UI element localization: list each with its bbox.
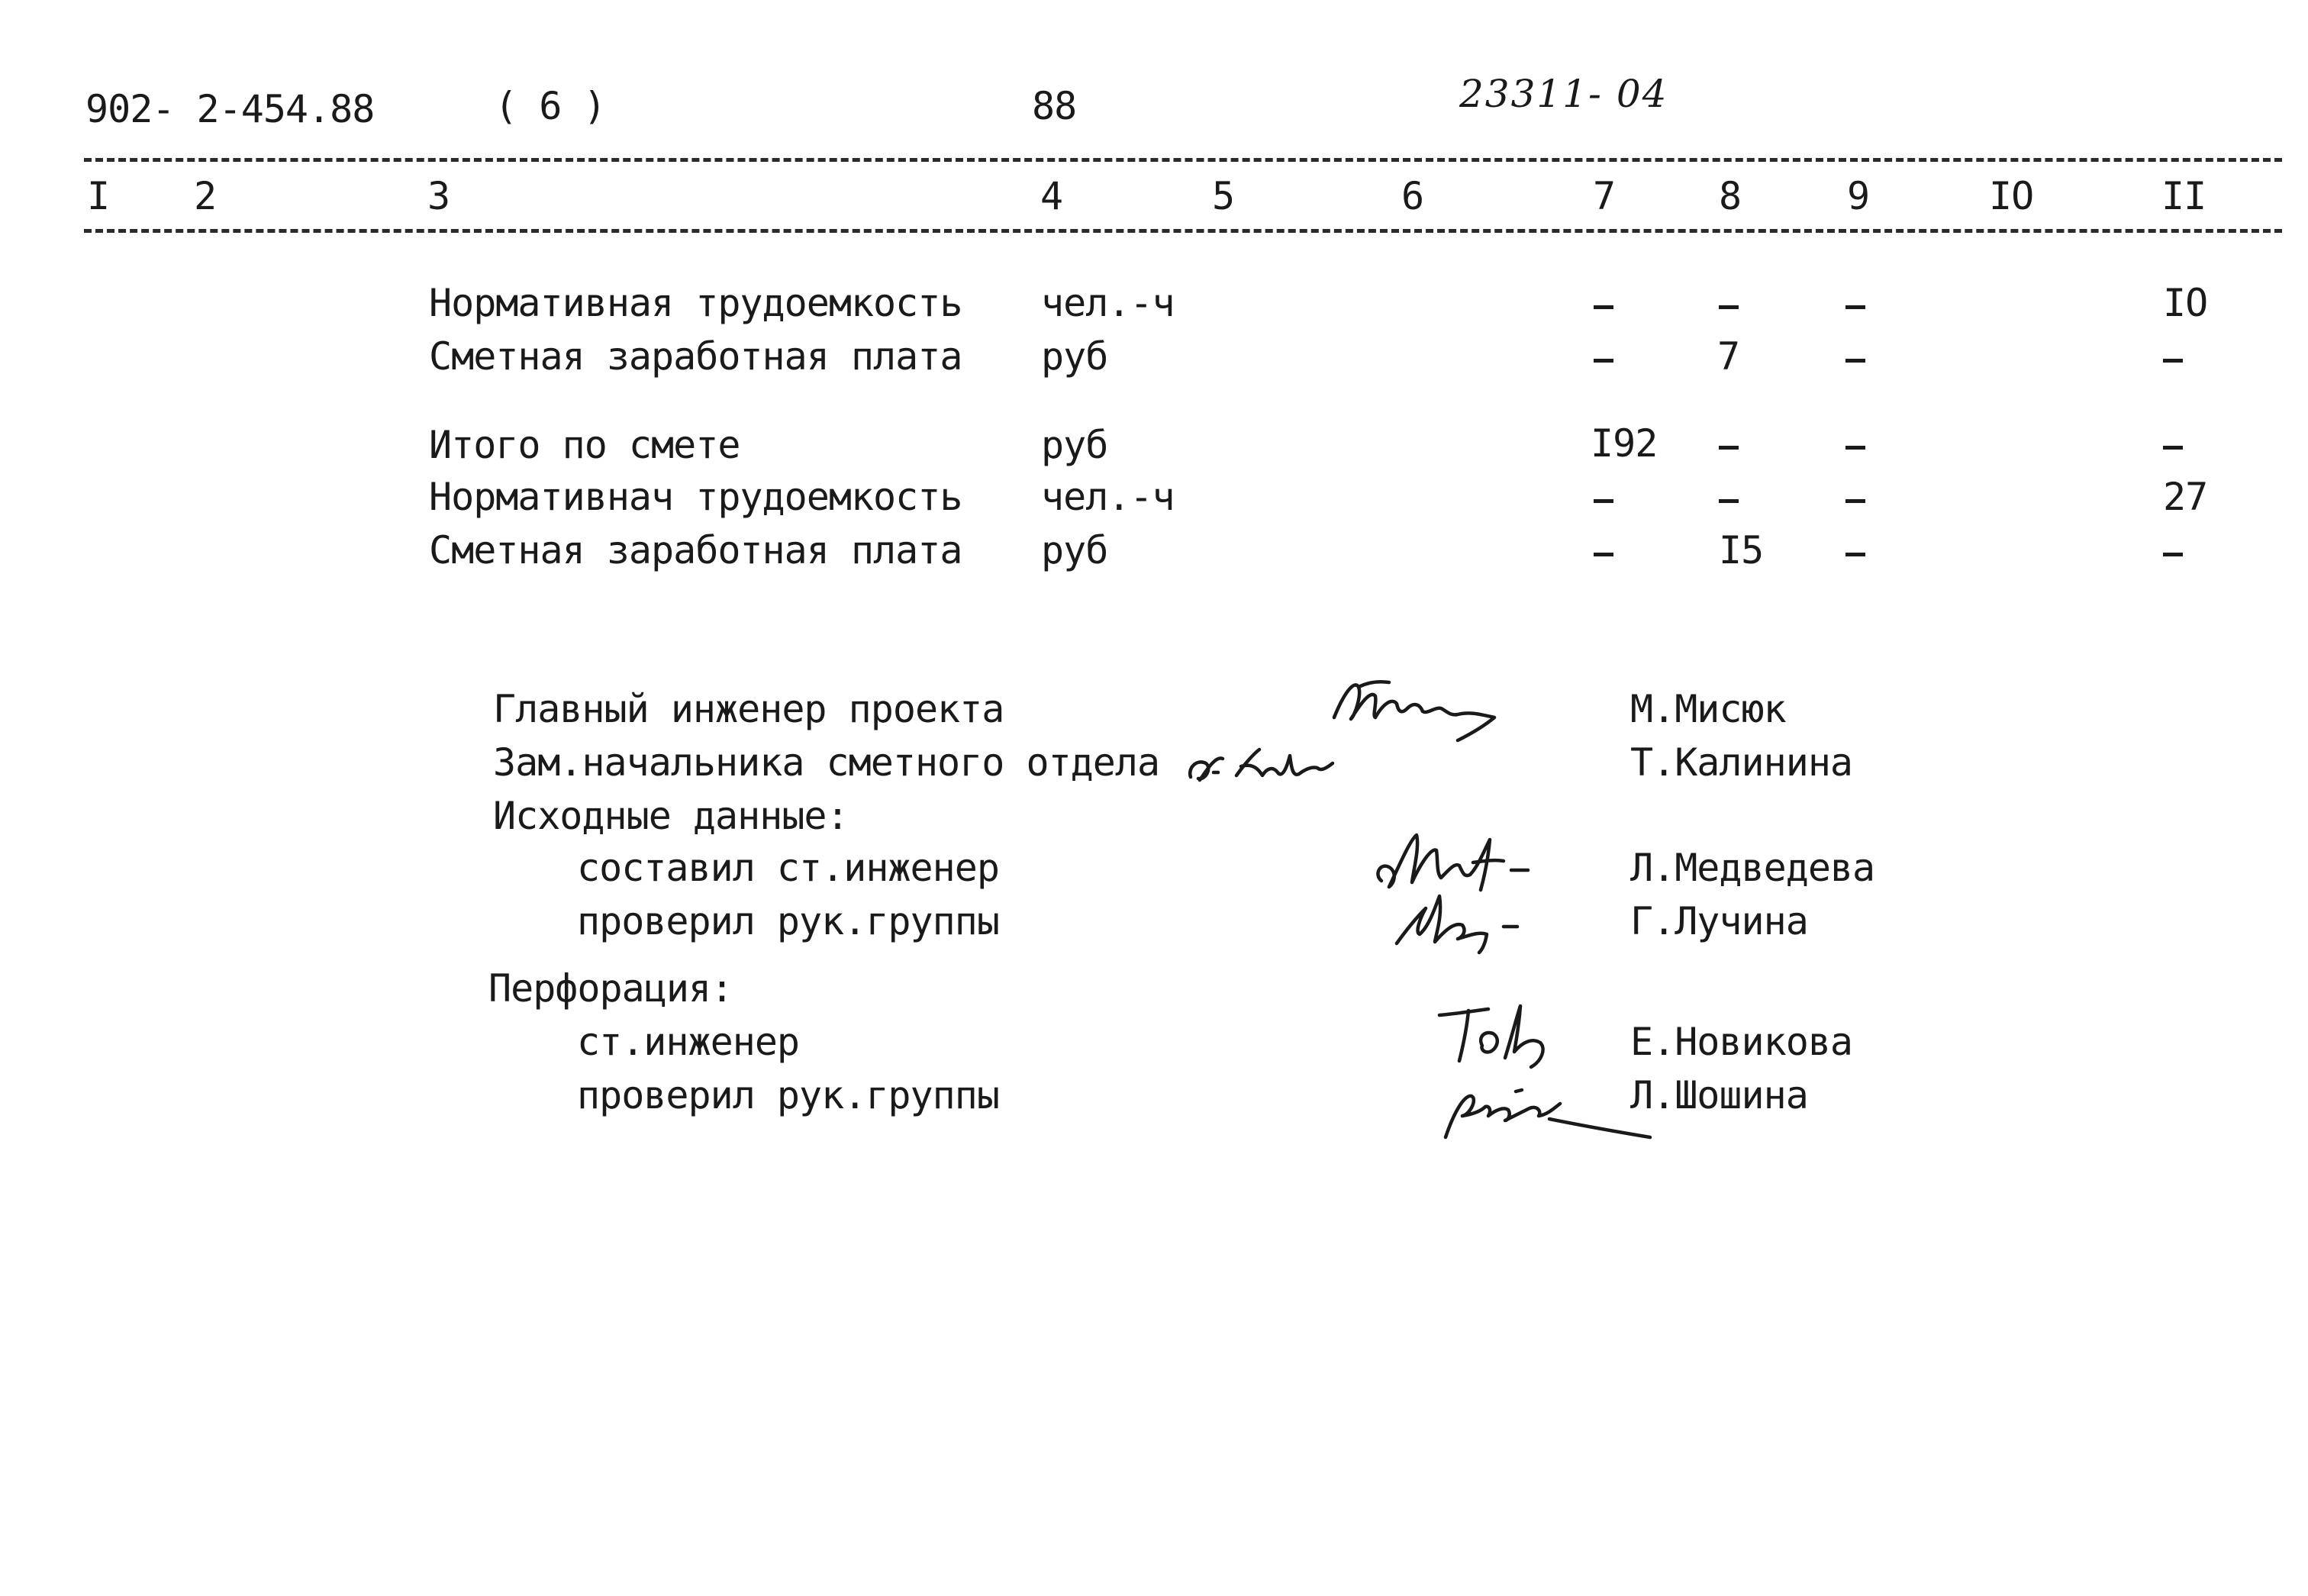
column-header-9: 9 [1847, 174, 1870, 218]
signoff-name-novikova: Е.Новикова [1630, 1020, 1853, 1064]
signoff-name-shoshina: Л.Шошина [1630, 1073, 1808, 1117]
table-row-5-unit: руб [1041, 528, 1108, 572]
table-row-4-unit: чел.-ч [1041, 475, 1175, 519]
table-row-3-col11-dash [2163, 446, 2183, 450]
table-row-5-name: Сметная заработная плата [429, 528, 962, 572]
table-row-3-col8-dash [1719, 446, 1739, 450]
table-row-1-col9-dash [1845, 305, 1865, 309]
section-number: ( 6 ) [495, 84, 606, 128]
column-header-8: 8 [1719, 174, 1742, 218]
signoff-name-misyuk: М.Мисюк [1630, 687, 1786, 731]
signoff-chief-engineer-title: Главный инженер проекта [493, 687, 1004, 731]
table-row-2-unit: руб [1041, 334, 1108, 379]
signoff-name-luchina: Г.Лучина [1630, 899, 1808, 943]
table-row-5-col8: I5 [1719, 528, 1764, 572]
signoff-checked-by-title: проверил рук.группы [577, 899, 999, 943]
table-row-2-col11-dash [2163, 359, 2183, 363]
table-row-3-name: Итого по смете [429, 423, 740, 467]
signoff-compiled-by-title: составил ст.инженер [577, 846, 999, 890]
signoff-name-kalinina: Т.Калинина [1630, 740, 1853, 785]
column-header-5: 5 [1212, 174, 1235, 218]
column-header-2: 2 [194, 174, 217, 218]
table-row-2-col7-dash [1594, 359, 1613, 363]
signature-luchina [1389, 878, 1557, 954]
table-row-4-name: Нормативнач трудоемкость [429, 475, 962, 519]
signoff-perforation-engineer-title: ст.инженер [577, 1020, 800, 1064]
table-row-4-col8-dash [1719, 499, 1739, 503]
handwritten-inventory-number: 23311- 04 [1459, 72, 1668, 116]
table-row-4-col9-dash [1845, 499, 1865, 503]
table-row-1-col8-dash [1719, 305, 1739, 309]
column-header-3: 3 [427, 174, 450, 218]
header-bottom-rule [84, 229, 2282, 233]
table-row-2-col8: 7 [1717, 334, 1740, 379]
table-row-5-col11-dash [2163, 553, 2183, 556]
table-row-5-col9-dash [1845, 553, 1865, 556]
table-row-3-unit: руб [1041, 423, 1108, 467]
signoff-perforation-heading: Перфорация: [488, 966, 733, 1011]
signature-shoshina [1435, 1061, 1694, 1153]
table-row-1-name: Нормативная трудоемкость [429, 281, 962, 325]
table-row-1-col11: IO [2163, 281, 2208, 325]
page-number: 88 [1032, 84, 1077, 128]
signoff-source-data-heading: Исходные данные: [493, 794, 849, 838]
header-top-rule [84, 158, 2282, 162]
table-row-5-col7-dash [1594, 553, 1613, 556]
signature-kalinina [1183, 733, 1359, 794]
column-header-4: 4 [1040, 174, 1063, 218]
column-header-7: 7 [1593, 174, 1616, 218]
document-code: 902- 2-454.88 [85, 87, 375, 131]
signoff-perforation-checked-title: проверил рук.группы [577, 1073, 999, 1117]
signoff-name-medvedeva: Л.Медведева [1630, 846, 1875, 890]
column-header-6: 6 [1401, 174, 1424, 218]
column-header-10: IO [1989, 174, 2034, 218]
column-header-1: I [87, 174, 110, 218]
signoff-deputy-head-title: Зам.начальника сметного отдела [493, 740, 1160, 785]
table-row-3-col7: I92 [1591, 421, 1658, 466]
table-row-4-col7-dash [1594, 499, 1613, 503]
table-row-1-unit: чел.-ч [1041, 281, 1175, 325]
column-header-11: II [2161, 174, 2206, 218]
table-row-2-name: Сметная заработная плата [429, 334, 962, 379]
table-row-4-col11: 27 [2163, 475, 2208, 519]
table-row-1-col7-dash [1594, 305, 1613, 309]
table-row-3-col9-dash [1845, 446, 1865, 450]
table-row-2-col9-dash [1845, 359, 1865, 363]
